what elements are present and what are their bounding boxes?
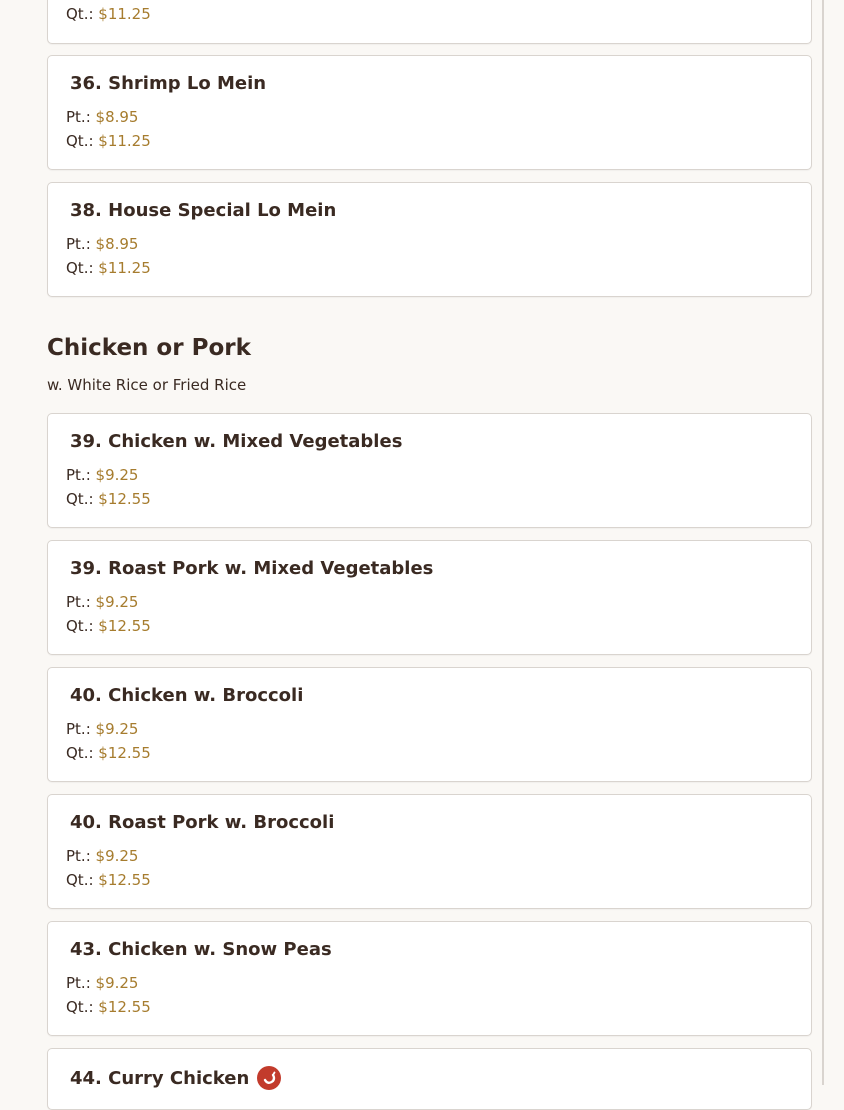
pt-price: $9.25 [95,720,139,738]
qt-label: Qt.: [66,490,99,508]
qt-price-line [64,490,151,508]
menu-item-card[interactable] [47,55,812,170]
pt-price: $9.25 [95,593,139,611]
item-name: 39. Chicken w. Mixed Vegetables [70,431,403,452]
section-subtitle: w. White Rice or Fried Rice [47,376,247,394]
item-title [64,558,433,579]
item-name: 40. Roast Pork w. Broccoli [70,812,335,833]
pt-price-line [64,720,138,738]
qt-label: Qt.: [66,259,99,277]
pt-price-line [64,593,138,611]
pt-price-line [64,466,138,484]
qt-label: Qt.: [66,998,99,1016]
menu-item-card[interactable] [47,667,812,782]
qt-price-line [64,259,151,277]
menu-item-card[interactable] [47,0,812,44]
pt-price: $9.25 [95,974,139,992]
item-name: 36. Shrimp Lo Mein [70,73,267,94]
qt-price-line [64,998,151,1016]
qt-price: $11.25 [98,259,151,277]
item-title [64,685,303,706]
pt-price: $8.95 [95,235,139,253]
pt-price: $9.25 [95,847,139,865]
pt-price-line [64,974,138,992]
section-title: Chicken or Pork [47,335,251,361]
item-title [64,812,334,833]
qt-label: Qt.: [66,617,99,635]
scrollbar-track [822,0,824,1085]
qt-price: $12.55 [98,744,151,762]
qt-price: $11.25 [98,5,151,23]
pt-price-line [64,108,138,126]
menu-item-card[interactable] [47,413,812,528]
item-title [64,73,266,94]
qt-label: Qt.: [66,132,99,150]
qt-price: $12.55 [98,998,151,1016]
item-name: 39. Roast Pork w. Mixed Vegetables [70,558,434,579]
qt-price: $12.55 [98,871,151,889]
qt-price-line [64,617,151,635]
qt-label: Qt.: [66,5,99,23]
menu-item-card[interactable] [47,921,812,1036]
pt-label: Pt.: [66,108,96,126]
menu-item-card[interactable] [47,794,812,909]
qt-price-line [64,744,151,762]
menu-item-card[interactable] [47,1048,812,1110]
qt-label: Qt.: [66,871,99,889]
pt-label: Pt.: [66,466,96,484]
pt-label: Pt.: [66,593,96,611]
item-title [64,431,402,452]
pt-label: Pt.: [66,974,96,992]
pt-price: $9.25 [95,466,139,484]
qt-price: $12.55 [98,617,151,635]
pt-label: Pt.: [66,720,96,738]
qt-price-line [64,5,151,23]
item-name: 38. House Special Lo Mein [70,200,337,221]
pt-price: $8.95 [95,108,139,126]
qt-price-line [64,132,151,150]
pt-price-line [64,847,138,865]
item-name: 40. Chicken w. Broccoli [70,685,304,706]
item-name: 44. Curry Chicken [70,1067,250,1089]
pt-label: Pt.: [66,847,96,865]
qt-label: Qt.: [66,744,99,762]
pt-price-line [64,235,138,253]
item-title [64,1066,281,1090]
item-name: 43. Chicken w. Snow Peas [70,939,332,960]
item-title [64,939,332,960]
spicy-chili-icon [257,1066,281,1090]
qt-price: $11.25 [98,132,151,150]
pt-label: Pt.: [66,235,96,253]
item-title [64,200,336,221]
menu-item-card[interactable] [47,540,812,655]
qt-price: $12.55 [98,490,151,508]
menu-item-card[interactable] [47,182,812,297]
qt-price-line [64,871,151,889]
